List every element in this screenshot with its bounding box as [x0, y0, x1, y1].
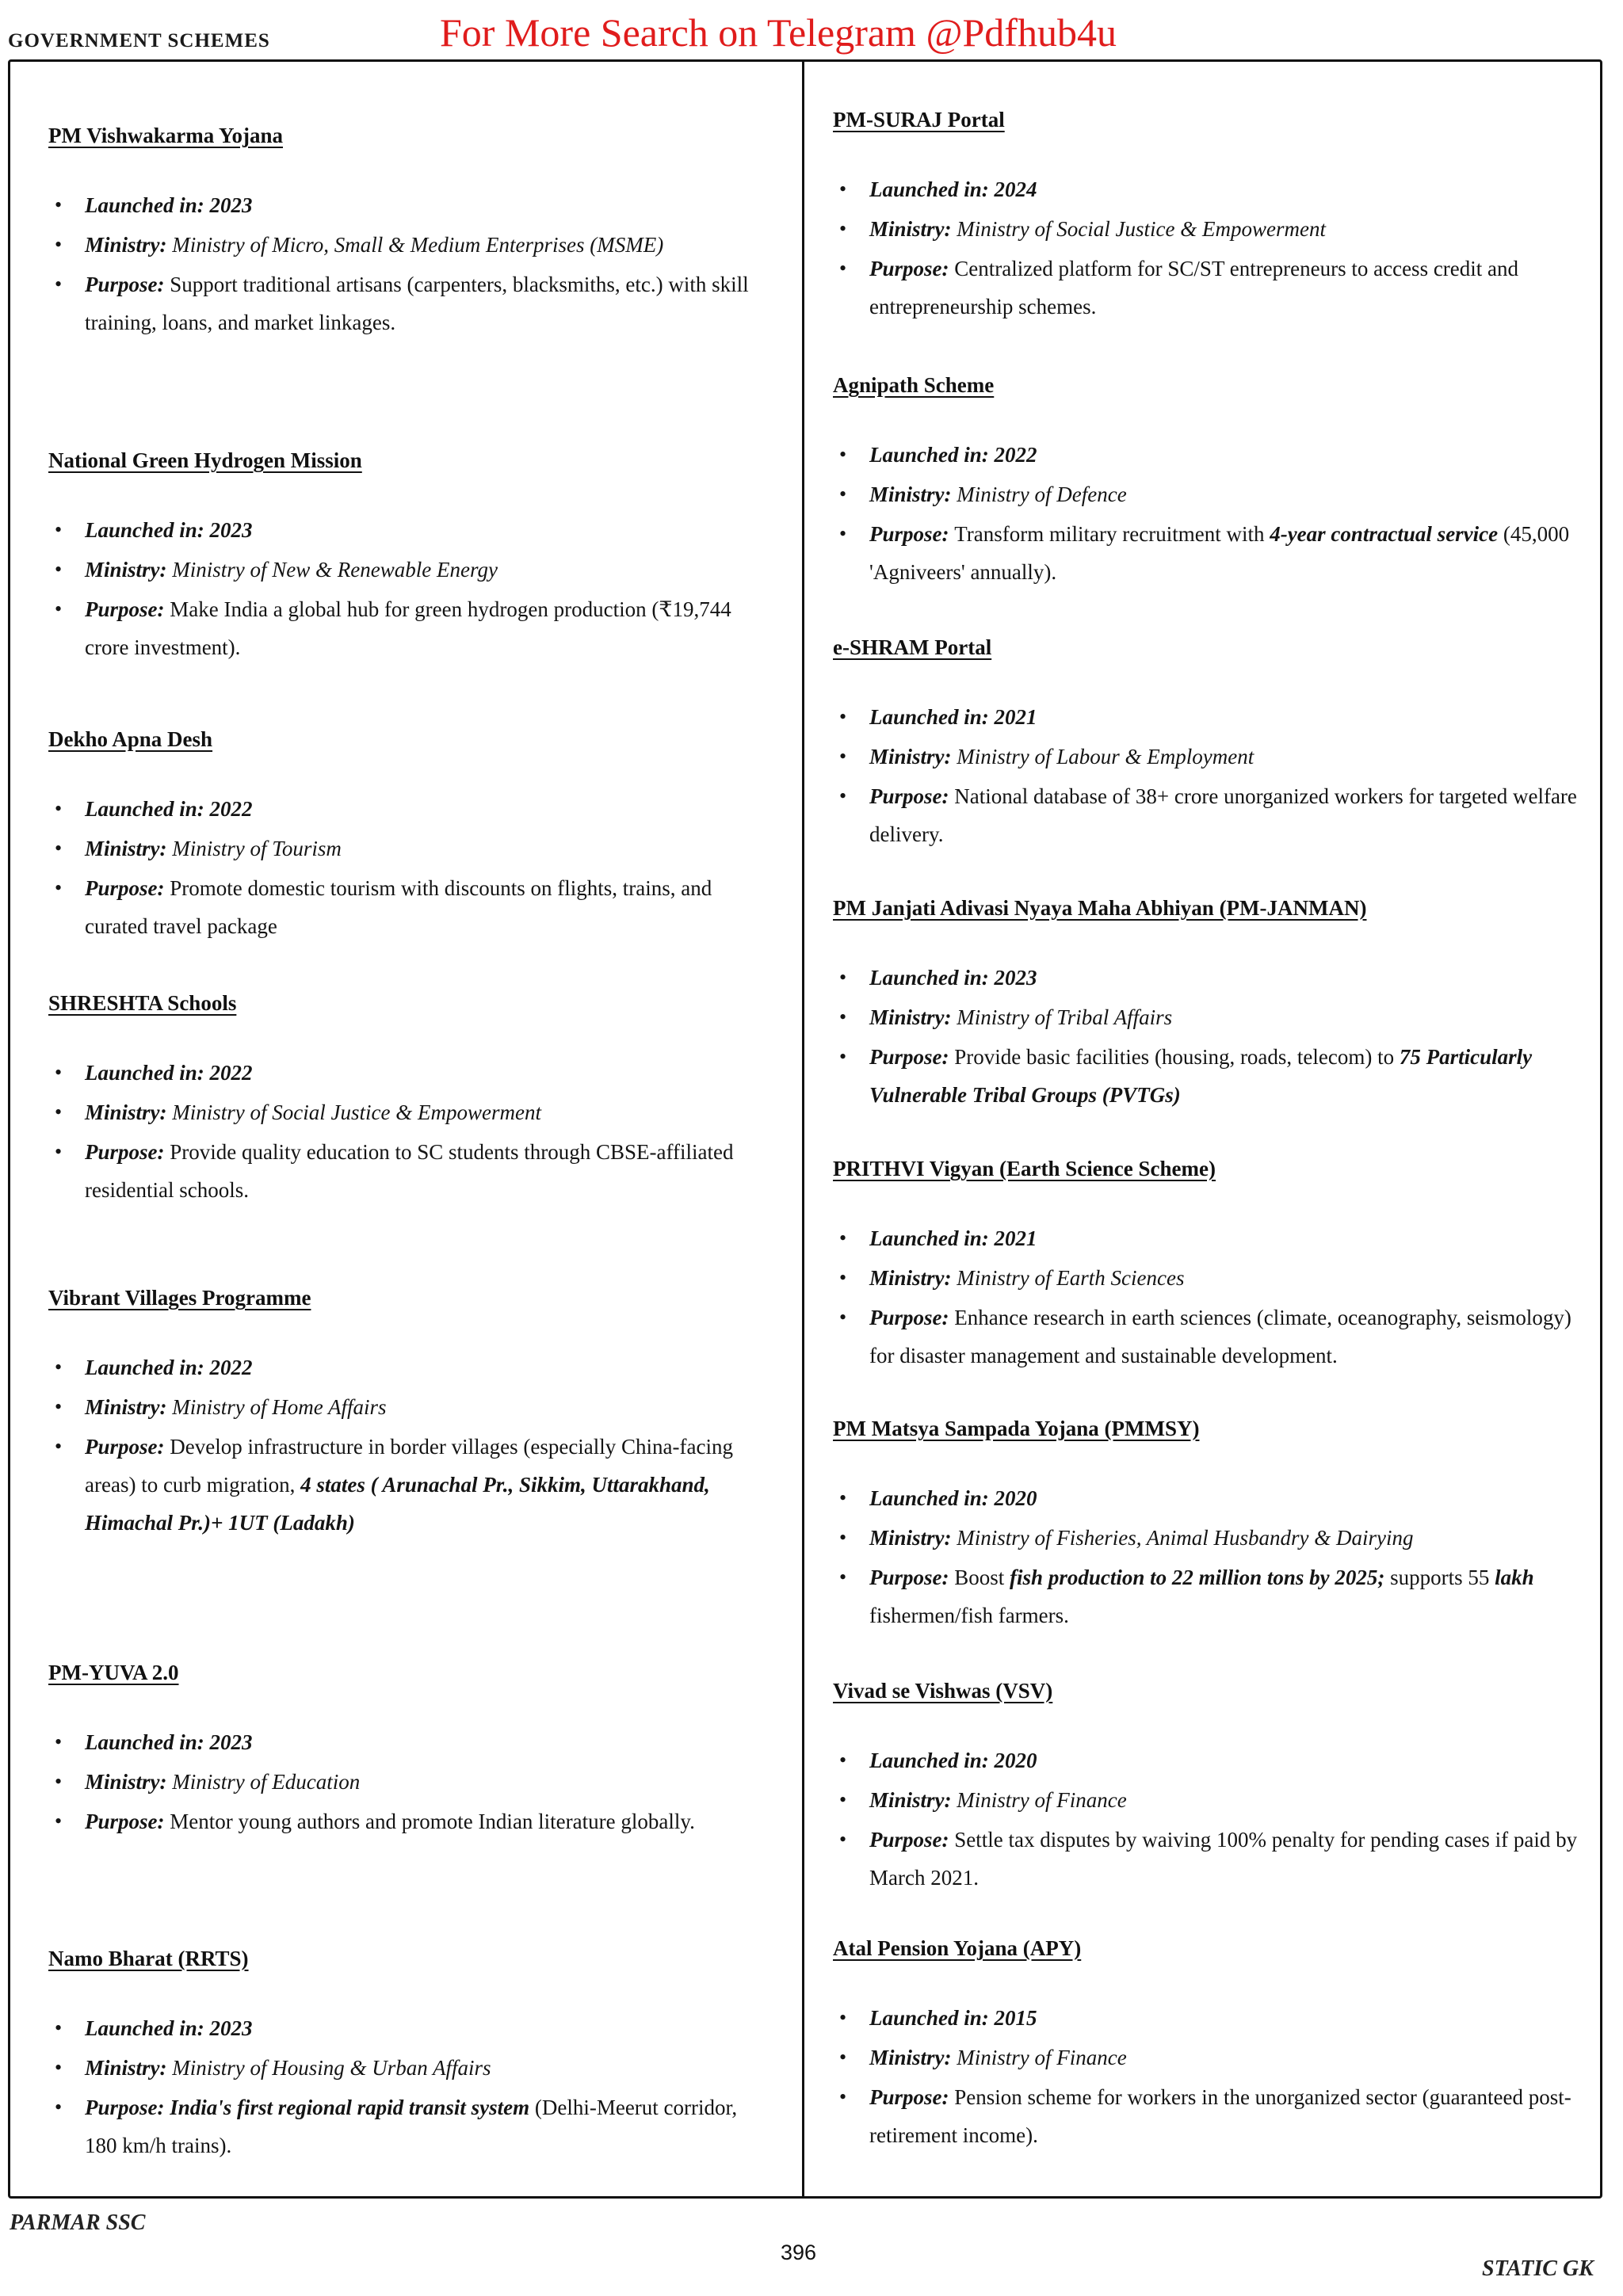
ministry-item: • Ministry: Ministry of Earth Sciences — [839, 1266, 1185, 1290]
header-left-label: GOVERNMENT SCHEMES — [8, 30, 270, 51]
ministry-item: • Ministry: Ministry of Social Justice & Empowerment — [839, 217, 1326, 241]
launched-item: • Launched in: 2020 — [839, 1749, 1037, 1772]
scheme-card — [833, 1157, 1586, 1376]
scheme-card — [48, 1661, 766, 1842]
launched-item: • Launched in: 2023 — [55, 193, 253, 217]
scheme-card — [48, 1947, 766, 2166]
scheme-title: PM Vishwakarma Yojana — [48, 124, 284, 147]
scheme-card — [833, 108, 1586, 327]
launched-item: • Launched in: 2020 — [839, 1486, 1037, 1510]
scheme-title: Agnipath Scheme — [833, 373, 995, 397]
scheme-title: PM-SURAJ Portal — [833, 108, 1005, 132]
ministry-item: • Ministry: Ministry of New & Renewable Energy — [55, 558, 498, 582]
launched-item: • Launched in: 2022 — [55, 1061, 253, 1085]
purpose-item: • Purpose: Promote domestic tourism with discounts on flights, trains, and curated travel package — [55, 876, 712, 938]
launched-item: • Launched in: 2023 — [55, 1730, 253, 1754]
ministry-item: • Ministry: Ministry of Labour & Employment — [839, 745, 1254, 769]
launched-item: • Launched in: 2022 — [55, 797, 253, 821]
purpose-item: • Purpose: Enhance research in earth sciences (climate, oceanography, seismology) for disaster management and sustainable development. — [839, 1306, 1571, 1367]
scheme-card — [48, 448, 766, 668]
scheme-card — [833, 1417, 1586, 1636]
purpose-item: • Purpose: National database of 38+ crore unorganized workers for targeted welfare delivery. — [839, 784, 1577, 846]
purpose-item: • Purpose: Provide quality education to SC students through CBSE-affiliated residential schools. — [55, 1140, 734, 1202]
scheme-title: PRITHVI Vigyan (Earth Science Scheme) — [833, 1157, 1216, 1180]
ministry-item: • Ministry: Ministry of Tribal Affairs — [839, 1005, 1173, 1029]
launched-item: • Launched in: 2023 — [839, 966, 1037, 990]
purpose-item: • Purpose: Provide basic facilities (housing, roads, telecom) to 75 Particularly Vulnerable Tribal Groups (PVTGs) — [839, 1045, 1533, 1107]
ministry-item: • Ministry: Ministry of Defence — [839, 482, 1127, 506]
ministry-item: • Ministry: Ministry of Finance — [839, 2046, 1127, 2069]
launched-item: • Launched in: 2023 — [55, 518, 253, 542]
scheme-title: PM-YUVA 2.0 — [48, 1661, 179, 1684]
ministry-item: • Ministry: Ministry of Finance — [839, 1788, 1127, 1812]
scheme-card — [833, 1679, 1586, 1898]
purpose-item: • Purpose: Centralized platform for SC/ST entrepreneurs to access credit and entrepreneurship schemes. — [839, 257, 1519, 318]
scheme-title: National Green Hydrogen Mission — [48, 448, 362, 472]
scheme-card — [833, 1936, 1586, 2156]
launched-item: • Launched in: 2022 — [839, 443, 1037, 467]
scheme-title: PM Janjati Adivasi Nyaya Maha Abhiyan (PM-JANMAN) — [833, 896, 1367, 920]
ministry-item: • Ministry: Ministry of Housing & Urban Affairs — [55, 2056, 491, 2080]
scheme-card — [833, 373, 1586, 593]
scheme-card — [48, 1286, 766, 1543]
ministry-item: • Ministry: Ministry of Micro, Small & Medium Enterprises (MSME) — [55, 233, 664, 257]
purpose-item: • Purpose: Develop infrastructure in border villages (especially China-facing areas) to curb migration, 4 states ( Arunachal Pr., Sikkim, Uttarakhand, Himachal Pr.)+ 1UT (Ladakh) — [55, 1435, 733, 1535]
ministry-item: • Ministry: Ministry of Fisheries, Animal Husbandry & Dairying — [839, 1526, 1414, 1550]
scheme-title: Namo Bharat (RRTS) — [48, 1947, 249, 1970]
scheme-title: Vibrant Villages Programme — [48, 1286, 311, 1310]
ministry-item: • Ministry: Ministry of Home Affairs — [55, 1395, 387, 1419]
scheme-title: Dekho Apna Desh — [48, 727, 213, 751]
scheme-card — [48, 991, 766, 1211]
scheme-card — [833, 896, 1586, 1116]
ministry-item: • Ministry: Ministry of Tourism — [55, 837, 342, 860]
launched-item: • Launched in: 2022 — [55, 1356, 253, 1379]
purpose-item: • Purpose: Transform military recruitment with 4-year contractual service (45,000 'Agniveers' annually). — [839, 522, 1570, 584]
column-divider — [802, 59, 804, 2199]
scheme-title: SHRESHTA Schools — [48, 991, 237, 1015]
launched-item: • Launched in: 2021 — [839, 1226, 1037, 1250]
scheme-card — [48, 727, 766, 947]
purpose-item: • Purpose: Mentor young authors and promote Indian literature globally. — [55, 1810, 695, 1833]
scheme-card — [833, 635, 1586, 855]
footer-left-label: PARMAR SSC — [10, 2210, 146, 2235]
ministry-item: • Ministry: Ministry of Education — [55, 1770, 361, 1794]
launched-item: • Launched in: 2021 — [839, 705, 1037, 729]
launched-item: • Launched in: 2015 — [839, 2006, 1037, 2030]
scheme-title: Atal Pension Yojana (APY) — [833, 1936, 1082, 1960]
launched-item: • Launched in: 2024 — [839, 177, 1037, 201]
purpose-item: • Purpose: Pension scheme for workers in the unorganized sector (guaranteed post-retirement income). — [839, 2085, 1571, 2147]
scheme-title: PM Matsya Sampada Yojana (PMMSY) — [833, 1417, 1200, 1440]
purpose-item: • Purpose: Support traditional artisans (carpenters, blacksmiths, etc.) with skill training, loans, and market linkages. — [55, 273, 749, 334]
purpose-item: • Purpose: India's first regional rapid transit system (Delhi-Meerut corridor, 180 km/h trains). — [55, 2096, 738, 2157]
scheme-title: Vivad se Vishwas (VSV) — [833, 1679, 1053, 1703]
purpose-item: • Purpose: Make India a global hub for green hydrogen production (₹19,744 crore investment). — [55, 597, 731, 659]
footer-right-label: STATIC GK — [1482, 2256, 1594, 2281]
scheme-card — [48, 124, 766, 343]
purpose-item: • Purpose: Settle tax disputes by waiving 100% penalty for pending cases if paid by March 2021. — [839, 1828, 1578, 1890]
purpose-item: • Purpose: Boost fish production to 22 million tons by 2025; supports 55 lakh fishermen/fish farmers. — [839, 1566, 1534, 1627]
scheme-title: e-SHRAM Portal — [833, 635, 992, 659]
page-frame — [8, 59, 1602, 2199]
launched-item: • Launched in: 2023 — [55, 2016, 253, 2040]
page-number: 396 — [781, 2241, 817, 2264]
ministry-item: • Ministry: Ministry of Social Justice & Empowerment — [55, 1100, 541, 1124]
telegram-banner: For More Search on Telegram @Pdfhub4u — [440, 10, 1117, 55]
